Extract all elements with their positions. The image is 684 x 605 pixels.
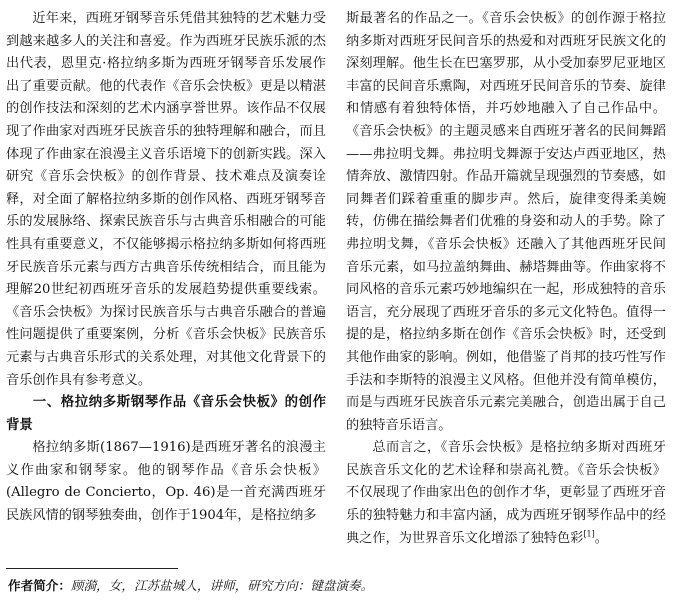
section-heading: 一、格拉纳多斯钢琴作品《音乐会快板》的创作背景: [6, 395, 326, 433]
citation-marker: [1]: [583, 529, 595, 539]
intro-paragraph: 近年来，西班牙钢琴音乐凭借其独特的艺术魅力受到越来越多人的关注和喜爱。作为西班牙民族乐派的杰出代表，恩里克·格拉纳多斯为西班牙钢琴音乐发展作出了重要贡献。他的代表作《音乐会快板》更是以精湛的创作技法和深刻的艺术内涵享誉世界。该作品不仅展现了作曲家对西班牙民族音乐的独特理解和融合，而且体现了作曲家在浪漫主义音乐语境下的创新实践。深入研究《音乐会快板》的创作背景、技术难点及演奏诠释，对全面了解格拉纳多斯的创作风格、西班牙钢琴音乐的发展脉络、探索民族音乐与古典音乐相融合的可能性具有重要意义，不仅能够揭示格拉纳多斯如何将西班牙民族音乐元素与西方古典音乐传统相结合，而且能为理解20世纪初西班牙音乐的发展趋势提供重要线索。《音乐会快板》为探讨民族音乐与古典音乐融合的普遍性问题提供了重要案例，分析《音乐会快板》民族音乐元素与古典音乐形式的关系处理，对其他文化背景下的音乐创作具有参考意义。: [6, 11, 326, 388]
section-paragraph-1-start: 格拉纳多斯(1867—1916)是西班牙著名的浪漫主义作曲家和钢琴家。他的钢琴作品《音乐会快板》(Allegro de Concierto，Op. 46)是一首充满西班牙民族风情的钢琴独奏曲，创作于1904年，是格拉纳多: [6, 440, 326, 524]
left-column: [6, 8, 326, 528]
footnote-label: 作者简介：: [8, 578, 71, 593]
footnote-text: 顾漪，女，江苏盐城人，讲师，研究方向：键盘演奏。: [70, 578, 374, 593]
right-column: [346, 8, 666, 550]
conclusion-text: 总而言之，《音乐会快板》是格拉纳多斯对西班牙民族音乐文化的艺术诠释和崇高礼赞。《音乐会快板》不仅展现了作曲家出色的创作才华，更彰显了西班牙音乐的独特魅力和丰富内涵，成为西班牙钢琴作品中的经典之作，为世界音乐文化增添了独特色彩: [346, 440, 666, 546]
footnote-divider: [6, 568, 178, 569]
conclusion-paragraph: [346, 437, 666, 550]
author-footnote: [8, 577, 668, 595]
conclusion-end: 。: [594, 530, 608, 546]
section-paragraph-1-continued: 斯最著名的作品之一。《音乐会快板》的创作源于格拉纳多斯对西班牙民间音乐的热爱和对西班牙民族文化的深刻理解。他生长在巴塞罗那，从小受加泰罗尼亚地区丰富的民间音乐熏陶，对西班牙民间音乐的节奏、旋律和情感有着独特体悟，并巧妙地融入了自己作品中。《音乐会快板》的主题灵感来自西班牙著名的民间舞蹈——弗拉明戈舞。弗拉明戈舞源于安达卢西亚地区，热情奔放、激情四射。作品开篇就呈现强烈的节奏感，如同舞者们踩着重重的脚步声。然后，旋律变得柔美婉转，仿佛在描绘舞者们优雅的身姿和动人的手势。除了弗拉明戈舞，《音乐会快板》还融入了其他西班牙民间音乐元素，如马拉盖纳舞曲、赫塔舞曲等。作曲家将不同风格的音乐元素巧妙地编织在一起，形成独特的音乐语言，充分展现了西班牙音乐的多元文化特色。值得一提的是，格拉纳多斯在创作《音乐会快板》时，还受到其他作曲家的影响。例如，他借鉴了肖邦的技巧性写作手法和李斯特的浪漫主义风格。但他并没有简单模仿，而是与西班牙民族音乐元素完美融合，创造出属于自己的独特音乐语言。: [346, 11, 666, 433]
